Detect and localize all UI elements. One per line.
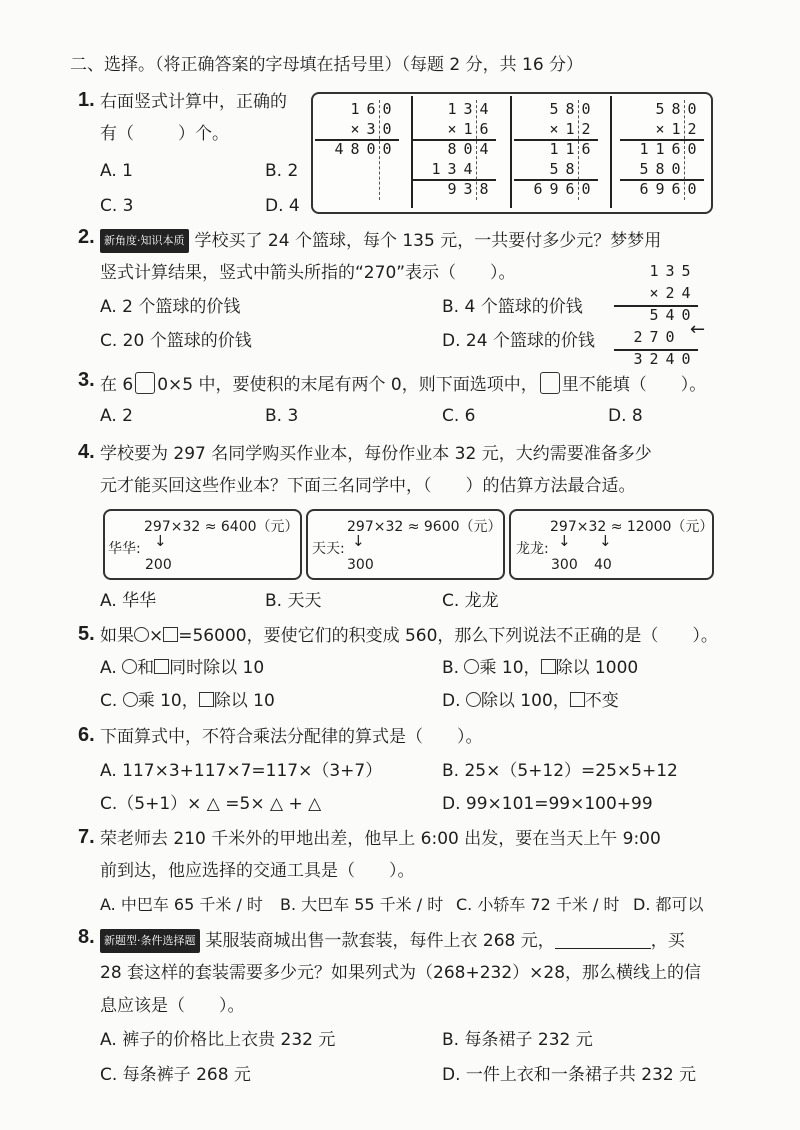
calc-rule <box>514 179 598 181</box>
calc-digit: 2 <box>581 120 591 138</box>
circle-icon <box>123 692 138 707</box>
q8-option-d[interactable]: D. 一件上衣和一条裙子共 232 元 <box>442 1065 697 1085</box>
option-letter: C. <box>100 691 118 711</box>
calc-digit: 3 <box>366 120 376 138</box>
q8-number: 8. <box>78 926 95 948</box>
q7-stem-line2: 前到达，他应选择的交通工具是（ ）。 <box>100 861 415 881</box>
circle-icon <box>464 659 479 674</box>
q2-stem-line1 <box>100 229 661 253</box>
q7-number: 7. <box>78 826 95 848</box>
calc-digit: 4 <box>334 140 344 158</box>
calc-digit: 4 <box>681 284 691 302</box>
q8-stem-line2: 28 套这样的套装需要多少元？如果列式为（268+232）×28，那么横线上的信 <box>100 963 702 983</box>
section-title: 二、选择。（将正确答案的字母填在括号里）（每题 2 分，共 16 分） <box>70 55 584 75</box>
calc-digit: 1 <box>655 140 665 158</box>
calc-digit: 1 <box>350 100 360 118</box>
card-student-name: 华华: <box>108 541 141 557</box>
calc-digit: 0 <box>463 140 473 158</box>
q6-option-b[interactable]: B. 25×（5+12）=25×5+12 <box>442 761 678 781</box>
q5-stem-b: × <box>149 626 164 646</box>
calc-rule <box>514 139 598 141</box>
calc-rule <box>412 139 496 141</box>
calc-digit: 6 <box>671 180 681 198</box>
calc-digit: 1 <box>549 140 559 158</box>
card-expression: 297×32 ≈ 9600（元） <box>347 519 502 535</box>
card-estimate: 300 <box>347 557 374 573</box>
q1-option-b[interactable]: B. 2 <box>265 161 299 181</box>
q7-option-c[interactable]: C. 小轿车 72 千米 / 时 <box>456 895 620 914</box>
calc-digit: 9 <box>447 180 457 198</box>
calc-guide-line <box>379 100 380 200</box>
q8-stem-line3: 息应该是（ ）。 <box>100 996 245 1016</box>
calc-digit: 6 <box>671 140 681 158</box>
option-text: 除以 100， <box>480 691 570 711</box>
blank-square-icon <box>540 372 560 394</box>
calc-digit: 8 <box>479 180 489 198</box>
calc-digit: 6 <box>479 120 489 138</box>
calc-digit: 0 <box>687 100 697 118</box>
option-text: 和 <box>137 658 155 678</box>
option-text: 乘 10， <box>137 691 199 711</box>
calc-digit: 5 <box>681 262 691 280</box>
down-arrow-icon: ↓ <box>352 532 365 550</box>
q6-option-c[interactable]: C.（5+1）× △ =5× △ + △ <box>100 794 322 814</box>
q1-option-c[interactable]: C. 3 <box>100 196 134 216</box>
calc-digit: 4 <box>665 350 675 368</box>
circle-icon <box>134 627 149 642</box>
calc-digit: 0 <box>681 350 691 368</box>
option-letter: B. <box>442 658 460 678</box>
q6-stem: 下面算式中，不符合乘法分配律的算式是（ ）。 <box>100 727 483 747</box>
multiply-sign: × <box>447 120 457 138</box>
q1-number: 1. <box>78 89 95 111</box>
calc-digit: 1 <box>649 262 659 280</box>
multiply-sign: × <box>350 120 360 138</box>
q4-stem-line2: 元才能买回这些作业本？下面三名同学中，（ ）的估算方法最合适。 <box>100 476 636 496</box>
q2-option-c[interactable]: C. 20 个篮球的价钱 <box>100 331 252 351</box>
multiply-sign: × <box>649 284 659 302</box>
calc-digit: 2 <box>687 120 697 138</box>
calc-digit: 3 <box>447 160 457 178</box>
q3-option-d[interactable]: D. 8 <box>608 406 643 426</box>
calc-digit: 7 <box>649 328 659 346</box>
q1-stem-line2 <box>100 124 229 144</box>
calc-digit: 0 <box>382 120 392 138</box>
q1-option-a[interactable]: A. 1 <box>100 161 133 181</box>
q5-option-b[interactable] <box>442 658 638 678</box>
q6-option-d[interactable]: D. 99×101=99×100+99 <box>442 794 653 814</box>
calc-digit: 1 <box>671 120 681 138</box>
calc-digit: 5 <box>549 100 559 118</box>
calc-digit: 5 <box>549 160 559 178</box>
calc-digit: 6 <box>533 180 543 198</box>
calc-rule <box>412 179 496 181</box>
option-text: 乘 10， <box>479 658 541 678</box>
circle-icon <box>466 692 481 707</box>
arrow-left-icon: ← <box>690 319 706 340</box>
calc-digit: 0 <box>581 180 591 198</box>
q7-option-d[interactable]: D. 都可以 <box>633 895 704 914</box>
q5-stem-a: 如果 <box>100 626 134 646</box>
q3-option-a[interactable]: A. 2 <box>100 406 133 426</box>
card-estimate: 200 <box>145 557 172 573</box>
calc-guide-line <box>578 100 579 200</box>
q8-badge: 新题型·条件选择题 <box>100 929 200 953</box>
calc-digit: 2 <box>665 284 675 302</box>
q1-stem-line1: 右面竖式计算中，正确的 <box>100 92 287 112</box>
q2-option-a[interactable]: A. 2 个篮球的价钱 <box>100 297 241 317</box>
calc-digit: 0 <box>382 100 392 118</box>
q2-option-b[interactable]: B. 4 个篮球的价钱 <box>442 297 583 317</box>
calc-digit: 5 <box>649 306 659 324</box>
q3-stem <box>100 372 706 395</box>
q8-stem-line1 <box>100 929 685 953</box>
calc-divider <box>610 96 612 208</box>
calc-digit: 9 <box>655 180 665 198</box>
calc-divider <box>510 96 512 208</box>
calc-digit: 3 <box>463 100 473 118</box>
card-expression: 297×32 ≈ 12000（元） <box>550 519 714 535</box>
calc-digit: 3 <box>633 350 643 368</box>
q7-option-b[interactable]: B. 大巴车 55 千米 / 时 <box>280 895 444 914</box>
blank-square-icon <box>135 372 155 394</box>
calc-rule <box>620 139 704 141</box>
option-letter: D. <box>442 691 461 711</box>
option-text: 除以 1000 <box>555 658 639 678</box>
calc-digit: 0 <box>687 140 697 158</box>
q2-option-d[interactable]: D. 24 个篮球的价钱 <box>442 331 595 351</box>
calc-digit: 0 <box>681 306 691 324</box>
q8-option-a[interactable]: A. 裤子的价格比上衣贵 232 元 <box>100 1030 336 1050</box>
calc-digit: 8 <box>447 140 457 158</box>
calc-digit: 0 <box>687 180 697 198</box>
q7-stem-line1: 荣老师去 210 千米外的甲地出差，他早上 6:00 出发，要在当天上午 9:00 <box>100 829 661 849</box>
q5-stem-c: =56000，要使它们的积变成 560，那么下列说法不正确的是（ ）。 <box>178 626 718 646</box>
calc-digit: 1 <box>431 160 441 178</box>
square-icon <box>541 659 556 674</box>
calc-digit: 2 <box>649 350 659 368</box>
calc-digit: 1 <box>565 120 575 138</box>
calc-digit: 8 <box>565 100 575 118</box>
q8-stem-1b: ，买 <box>650 931 685 951</box>
card-estimate: 300 <box>551 557 578 573</box>
card-student-name: 天天: <box>312 541 345 557</box>
calc-digit: 0 <box>581 100 591 118</box>
q3-option-c[interactable]: C. 6 <box>442 406 476 426</box>
square-icon <box>199 692 214 707</box>
q3-number: 3. <box>78 369 95 391</box>
calc-digit: 0 <box>382 140 392 158</box>
q4-number: 4. <box>78 441 95 463</box>
q7-option-a[interactable]: A. 中巴车 65 千米 / 时 <box>100 895 263 914</box>
q5-option-c[interactable] <box>100 691 275 711</box>
q6-option-a[interactable]: A. 117×3+117×7=117×（3+7） <box>100 761 383 781</box>
down-arrow-icon: ↓ <box>154 532 167 550</box>
calc-rule <box>315 139 399 141</box>
multiply-sign: × <box>655 120 665 138</box>
q1-stem-2b: ）个。 <box>178 124 229 144</box>
calc-digit: 5 <box>655 100 665 118</box>
q2-number: 2. <box>78 226 95 248</box>
calc-digit: 1 <box>463 120 473 138</box>
calc-rule <box>614 349 698 351</box>
calc-guide-line <box>476 100 477 200</box>
q8-option-c[interactable]: C. 每条裤子 268 元 <box>100 1065 251 1085</box>
calc-divider <box>411 96 413 208</box>
q4-option-c[interactable]: C. 龙龙 <box>442 591 499 611</box>
calc-digit: 3 <box>665 262 675 280</box>
calc-digit: 8 <box>671 100 681 118</box>
q5-number: 5. <box>78 623 95 645</box>
multiply-sign: × <box>549 120 559 138</box>
calc-rule <box>620 179 704 181</box>
q2-stem-line2: 竖式计算结果，竖式中箭头所指的“270”表示（ ）。 <box>100 263 516 283</box>
q8-stem-1a: 某服装商城出售一款套装，每件上衣 268 元， <box>205 931 555 951</box>
circle-icon <box>122 659 137 674</box>
calc-digit: 0 <box>665 328 675 346</box>
q5-stem <box>100 626 718 646</box>
calc-digit: 6 <box>366 100 376 118</box>
calc-digit: 6 <box>565 180 575 198</box>
calc-digit: 9 <box>549 180 559 198</box>
calc-guide-line <box>684 100 685 200</box>
option-text: 除以 10 <box>213 691 275 711</box>
q4-option-a[interactable]: A. 华华 <box>100 591 157 611</box>
calc-digit: 1 <box>639 140 649 158</box>
q4-stem-line1: 学校要为 297 名同学购买作业本，每份作业本 32 元，大约需要准备多少 <box>100 444 652 464</box>
calc-digit: 4 <box>479 100 489 118</box>
calc-digit: 4 <box>479 140 489 158</box>
q2-stem-1: 学校买了 24 个篮球，每个 135 元，一共要付多少元？梦梦用 <box>194 231 662 251</box>
square-icon <box>154 659 169 674</box>
q6-number: 6. <box>78 724 95 746</box>
calc-digit: 5 <box>639 160 649 178</box>
q3-option-b[interactable]: B. 3 <box>265 406 299 426</box>
square-icon <box>570 692 585 707</box>
q1-stem-2a: 有（ <box>100 124 134 144</box>
calc-digit: 3 <box>463 180 473 198</box>
option-text: 不变 <box>584 691 619 711</box>
card-estimate: 40 <box>594 557 612 573</box>
q3-stem-c: 里不能填（ ）。 <box>561 375 707 395</box>
calc-digit: 1 <box>447 100 457 118</box>
calc-digit: 0 <box>366 140 376 158</box>
q8-option-b[interactable]: B. 每条裙子 232 元 <box>442 1030 593 1050</box>
calc-digit: 8 <box>565 160 575 178</box>
option-letter: A. <box>100 658 117 678</box>
q4-option-b[interactable]: B. 天天 <box>265 591 322 611</box>
card-expression: 297×32 ≈ 6400（元） <box>144 519 299 535</box>
square-icon <box>163 627 178 642</box>
calc-digit: 0 <box>671 160 681 178</box>
calc-digit: 1 <box>565 140 575 158</box>
calc-rule <box>614 305 698 307</box>
q5-option-a[interactable] <box>100 658 264 678</box>
option-text: 同时除以 10 <box>169 658 265 678</box>
q1-option-d[interactable]: D. 4 <box>265 196 300 216</box>
calc-digit: 6 <box>581 140 591 158</box>
q3-stem-a: 在 6 <box>100 375 134 395</box>
down-arrow-icon: ↓ <box>558 532 571 550</box>
q2-badge: 新角度·知识本质 <box>100 229 189 253</box>
calc-digit: 4 <box>463 160 473 178</box>
down-arrow-icon: ↓ <box>599 532 612 550</box>
calc-digit: 6 <box>639 180 649 198</box>
card-student-name: 龙龙: <box>516 541 549 557</box>
q3-stem-b: 0×5 中，要使积的末尾有两个 0，则下面选项中， <box>157 375 538 395</box>
calc-digit: 4 <box>665 306 675 324</box>
q5-option-d[interactable] <box>442 691 619 711</box>
calc-digit: 8 <box>350 140 360 158</box>
fill-in-blank[interactable] <box>555 930 651 949</box>
calc-digit: 2 <box>633 328 643 346</box>
calc-digit: 8 <box>655 160 665 178</box>
